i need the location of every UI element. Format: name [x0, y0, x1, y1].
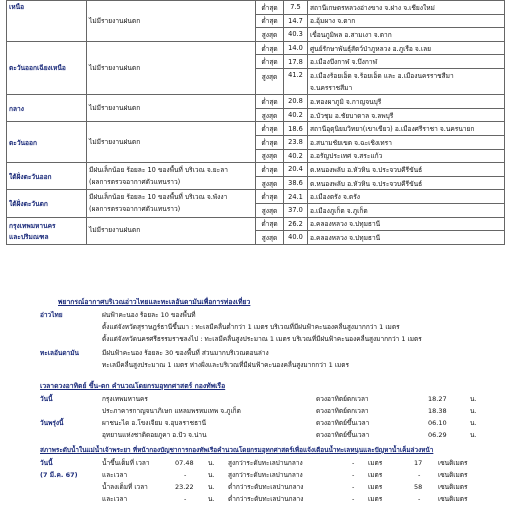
tide-row [0, 493, 512, 505]
tide-date-label: วันนี้ [40, 459, 53, 467]
rain-report-line: มีฝนเล็กน้อย ร้อยละ 10 ของพื้นที่ บริเวณ จ.ยะลา [89, 165, 228, 174]
tide-row [0, 457, 512, 469]
temp-value: 37.0 [284, 203, 308, 217]
region-name: ใต้ฝั่งตะวันตก [7, 190, 87, 217]
gulf-label: อ่าวไทย [40, 311, 63, 319]
gulf-line: ตั้งแต่จังหวัดนครศรีธรรมราชลงไป : ทะเลมีคลื่นสูงประมาณ 1 เมตร บริเวณที่มีฝนฟ้าคะนองคลื่นสูงมากกว่า 1 เมตร [102, 335, 422, 343]
station-name: เขื่อนภูมิพล อ.สามเงา จ.ตาก [308, 28, 505, 42]
temp-label: สูงสุด [256, 108, 284, 122]
temp-value: 38.6 [284, 176, 308, 190]
temp-label: ต่ำสุด [256, 14, 284, 28]
andaman-label: ทะเลอันดามัน [40, 349, 79, 357]
temp-label: ต่ำสุด [256, 190, 284, 204]
gulf-line: ฝนฟ้าคะนอง ร้อยละ 10 ของพื้นที่ [102, 311, 196, 319]
temp-value: 20.4 [284, 163, 308, 177]
station-name: อ.สนามชัยเขต จ.ฉะเชิงเทรา [308, 135, 505, 149]
tide-unit: น. [208, 495, 215, 503]
temp-label: ต่ำสุด [256, 163, 284, 177]
temp-value: 40.2 [284, 149, 308, 163]
temp-value: 26.2 [284, 217, 308, 231]
sun-row [0, 429, 512, 441]
tide-title: สภาพระดับน้ำในแม่น้ำเจ้าพระยา ที่หน้ากองบัญชาการกองทัพเรือคำนวณโดยกรมอุทกศาสตร์เพื่อแจ้งเตือนน้ำทะเลหนุนและปัญหาน้ำเค็มล่วงหน้า [40, 446, 434, 454]
tide-row [0, 469, 512, 481]
temp-label: ต่ำสุด [256, 55, 284, 69]
tide-event: น้ำขึ้นเต็มที่ เวลา [102, 459, 150, 467]
temp-value: 20.8 [284, 95, 308, 109]
station-name: อ.เมืองตรัง จ.ตรัง [308, 190, 505, 204]
sun-row [0, 417, 512, 429]
region-name: เหนือ [7, 1, 87, 42]
tide-unit: น. [208, 459, 215, 467]
temp-value: 7.5 [284, 1, 308, 15]
tide-event: และเวลา [102, 495, 128, 503]
rain-report [87, 190, 256, 217]
region-name-line: กรุงเทพมหานคร [9, 221, 56, 230]
rain-report: ไม่มีรายงานฝนตก [87, 41, 256, 94]
temp-value: 40.2 [284, 108, 308, 122]
tide-event: และเวลา [102, 471, 128, 479]
tide-cm: 58 [414, 483, 423, 491]
tide-unit: น. [208, 471, 215, 479]
temp-value: 23.8 [284, 135, 308, 149]
tide-level-unit: เมตร [368, 495, 383, 503]
rain-report-line: มีฝนเล็กน้อย ร้อยละ 10 ของพื้นที่ บริเวณ จ.พังงา [89, 192, 228, 201]
temp-label: สูงสุด [256, 68, 284, 94]
rain-report: ไม่มีรายงานฝนตก [87, 122, 256, 163]
temp-label: ต่ำสุด [256, 95, 284, 109]
temp-value: 40.3 [284, 28, 308, 42]
region-name-line2: และปริมณฑล [9, 232, 49, 241]
rain-report-note: (ผลการตรวจอากาศตัวแทนราว) [89, 205, 181, 214]
station-name: ศูนย์รักษาพันธุ์สัตว์ป่าภูหลวง อ.ภูเรือ จ.เลย [308, 41, 505, 55]
sun-time: 18.27 [428, 395, 447, 403]
weather-table [6, 0, 505, 245]
tide-cm-unit: เซนติเมตร [438, 495, 468, 503]
table-row [7, 217, 505, 231]
temp-label: ต่ำสุด [256, 217, 284, 231]
tide-unit: น. [208, 483, 215, 491]
station-name-cont: จ.นครราชสีมา [308, 82, 505, 95]
sun-row [0, 405, 512, 417]
region-name [7, 217, 87, 244]
tide-cm-unit: เซนติเมตร [438, 483, 468, 491]
sun-event: ดวงอาทิตย์ขึ้นเวลา [316, 419, 370, 427]
tide-time: - [184, 471, 187, 479]
temp-label: สูงสุด [256, 231, 284, 245]
temp-label: ต่ำสุด [256, 41, 284, 55]
temp-label: สูงสุด [256, 28, 284, 42]
andaman-line: มีฝนฟ้าคะนอง ร้อยละ 30 ของพื้นที่ ส่วนมากบริเวณตอนล่าง [102, 349, 269, 357]
station-name: อ.ทองผาภูมิ จ.กาญจนบุรี [308, 95, 505, 109]
sun-place: ประภาคารกาญจนาภิเษก แหลมพรหมเทพ จ.ภูเก็ต [102, 407, 241, 415]
station-name: อ.อรัญประเทศ จ.สระแก้ว [308, 149, 505, 163]
tide-dash: - [352, 459, 355, 467]
rain-report: ไม่มีรายงานฝนตก [87, 217, 256, 244]
rain-report: ไม่มีรายงานฝนตก [87, 1, 256, 42]
sun-unit: น. [470, 431, 477, 439]
tide-level-desc: สูงกว่าระดับทะเลปานกลาง [228, 459, 303, 467]
temp-label: ต่ำสุด [256, 135, 284, 149]
sun-event: ดวงอาทิตย์ตกเวลา [316, 395, 369, 403]
temp-value: 40.0 [284, 231, 308, 245]
tide-level-desc: สูงกว่าระดับทะเลปานกลาง [228, 471, 303, 479]
sun-event: ดวงอาทิตย์ตกเวลา [316, 407, 369, 415]
tide-row [0, 481, 512, 493]
station-name: อ.บัวชุม อ.ชัยบาดาล จ.ลพบุรี [308, 108, 505, 122]
table-row [7, 41, 505, 55]
tide-level-unit: เมตร [368, 459, 383, 467]
tide-dash: - [352, 495, 355, 503]
tide-dash: - [352, 471, 355, 479]
sun-unit: น. [470, 419, 477, 427]
tide-section [0, 444, 512, 512]
table-row [7, 122, 505, 136]
sun-row [0, 393, 512, 405]
gulf-line: ตั้งแต่จังหวัดสุราษฎร์ธานีขึ้นมา : ทะเลมีคลื่นต่ำกว่า 1 เมตร บริเวณที่มีฝนฟ้าคะนองคลื่นสูงมากกว่า 1 เมตร [102, 323, 400, 331]
temp-value: 18.6 [284, 122, 308, 136]
rain-report [87, 163, 256, 190]
sun-event: ดวงอาทิตย์ขึ้นเวลา [316, 431, 370, 439]
sea-forecast-section [0, 296, 512, 376]
station-name: ต.หนองพลับ อ.หัวหิน จ.ประจวบคีรีขันธ์ [308, 176, 505, 190]
sun-unit: น. [470, 407, 477, 415]
tide-cm: - [418, 495, 421, 503]
region-name: ใต้ฝั่งตะวันออก [7, 163, 87, 190]
table-row [7, 95, 505, 109]
tide-cm-unit: เซนติเมตร [438, 471, 468, 479]
station-name: สถานีเกษตรหลวงอ่างขาง จ.ฝาง จ.เชียงใหม่ [308, 1, 505, 15]
station-name: อ.คลองหลวง จ.ปทุมธานี [308, 231, 505, 245]
sun-place: กรุงเทพมหานคร [102, 395, 148, 403]
station-name: อ.คลองหลวง จ.ปทุมธานี [308, 217, 505, 231]
sun-time: 18.38 [428, 407, 447, 415]
temp-label: สูงสุด [256, 203, 284, 217]
temp-value: 14.7 [284, 14, 308, 28]
station-name: อ.เมืองบึงกาฬ จ.บึงกาฬ [308, 55, 505, 69]
tide-level-unit: เมตร [368, 483, 383, 491]
temp-value: 41.2 [284, 68, 308, 94]
region-name: กลาง [7, 95, 87, 122]
tide-level-unit: เมตร [368, 471, 383, 479]
sun-unit: น. [470, 395, 477, 403]
rain-report-note: (ผลการตรวจอากาศตัวแทนราว) [89, 178, 181, 187]
tomorrow-label: วันพรุ่งนี้ [40, 419, 64, 427]
sun-place: อุทยานแห่งชาติดอยภูคา อ.ปัว จ.น่าน [102, 431, 207, 439]
station-name: ต.หนองพลับ อ.หัวหิน จ.ประจวบคีรีขันธ์ [308, 163, 505, 177]
temp-value: 24.1 [284, 190, 308, 204]
andaman-line: ทะเลมีคลื่นสูงประมาณ 1 เมตร ห่างฝั่งและบริเวณที่มีฝนฟ้าคะนองคลื่นสูงมากกว่า 1 เมตร [102, 361, 350, 369]
table-row [7, 163, 505, 177]
sun-time: 06.10 [428, 419, 447, 427]
temp-label: ต่ำสุด [256, 1, 284, 15]
temp-value: 17.8 [284, 55, 308, 69]
tide-event: น้ำลงเต็มที่ เวลา [102, 483, 148, 491]
tide-cm: 17 [414, 459, 423, 467]
temp-value: 14.0 [284, 41, 308, 55]
table-row [7, 1, 505, 15]
tide-time: - [184, 495, 187, 503]
station-name: อ.อุ้มผาง จ.ตาก [308, 14, 505, 28]
region-name: ตะวันออก [7, 122, 87, 163]
station-name: อ.เมืองร้อยเอ็ด จ.ร้อยเอ็ด และ อ.เมืองนครราชสีมา [308, 68, 505, 81]
sun-title: เวลาดวงอาทิตย์ ขึ้น-ตก คำนวณโดยกรมอุทกศาสตร์ กองทัพเรือ [40, 382, 226, 390]
temp-label: สูงสุด [256, 176, 284, 190]
tide-date-sub: (7 มี.ค. 67) [40, 471, 78, 479]
tide-time: 07.48 [175, 459, 194, 467]
tide-level-desc: ต่ำกว่าระดับทะเลปานกลาง [228, 495, 304, 503]
sun-place: ผาชนะได อ.โขงเจียม จ.อุบลราชธานี [102, 419, 207, 427]
tide-time: 23.22 [175, 483, 194, 491]
sun-time: 06.29 [428, 431, 447, 439]
sea-forecast-title: พยากรณ์อากาศบริเวณอ่าวไทยและทะเลอันดามันเพื่อการท่องเที่ยว [58, 298, 251, 306]
table-row [7, 190, 505, 204]
temp-label: สูงสุด [256, 149, 284, 163]
tide-dash: - [352, 483, 355, 491]
tide-level-desc: ต่ำกว่าระดับทะเลปานกลาง [228, 483, 304, 491]
rain-report: ไม่มีรายงานฝนตก [87, 95, 256, 122]
temp-label: ต่ำสุด [256, 122, 284, 136]
tide-cm-unit: เซนติเมตร [438, 459, 468, 467]
today-label: วันนี้ [40, 395, 53, 403]
tide-cm: - [418, 471, 421, 479]
region-name: ตะวันออกเฉียงเหนือ [7, 41, 87, 94]
station-name: อ.เมืองภูเก็ต จ.ภูเก็ต [308, 203, 505, 217]
station-name: สถานีอุตุนิยมวิทยา(เขาเขียว) อ.เมืองศรีราชา จ.นครนายก [308, 122, 505, 136]
